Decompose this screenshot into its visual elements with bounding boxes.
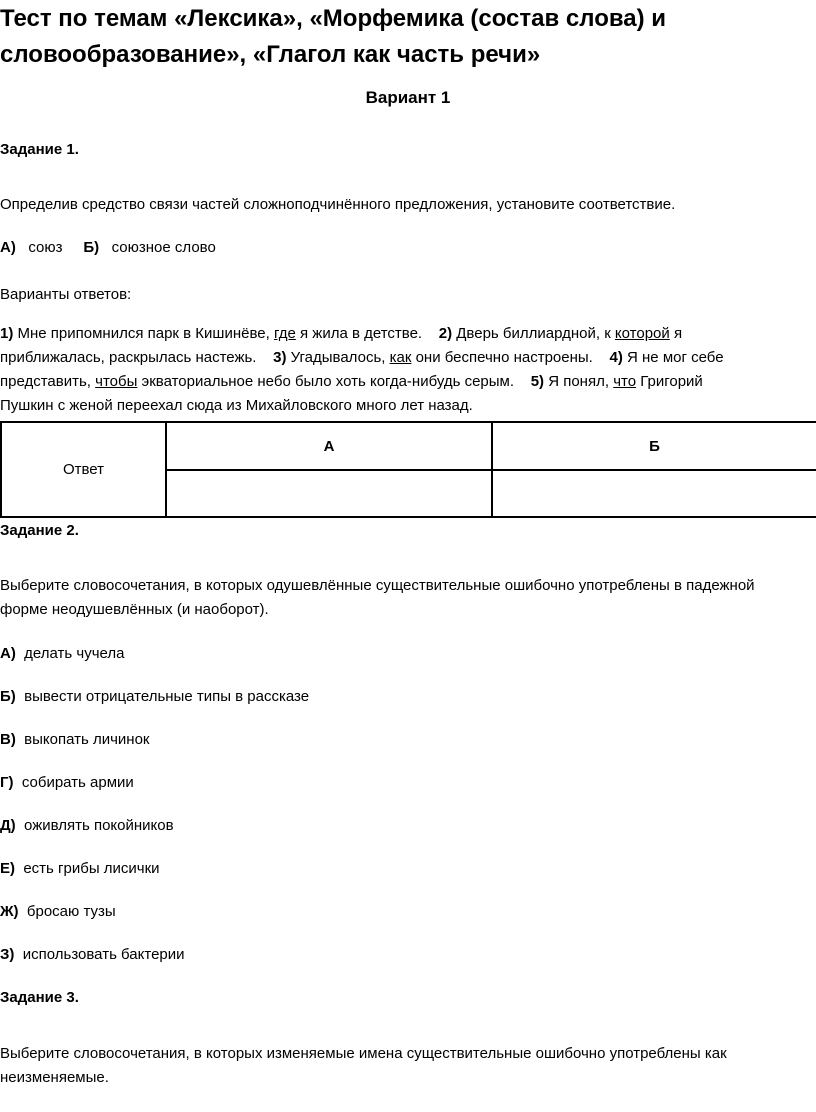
task-2-option-a xyxy=(0,642,124,666)
sentence-2-text-a: Дверь биллиардной, к xyxy=(452,325,615,342)
sentence-line-3 xyxy=(0,370,703,394)
sentence-3-text-b: они беспечно настроены. xyxy=(411,349,593,366)
sentence-5-text-a: Я понял, xyxy=(544,373,614,390)
sentence-2-text-c: приближалась, раскрылась настежь. xyxy=(0,349,257,366)
sentence-4-text-a: Я не мог себе xyxy=(622,349,724,366)
sentence-4-text-b: представить, xyxy=(0,373,96,390)
option-label: Б) xyxy=(0,688,16,705)
option-label: А) xyxy=(0,645,16,662)
task-2-instruction-line-2: форме неодушевлённых (и наоборот). xyxy=(0,601,269,618)
sentence-5-text-b: Григорий xyxy=(636,373,703,390)
task-2-option-v xyxy=(0,728,150,752)
answer-column-b: Б xyxy=(492,422,816,470)
answer-cell-b[interactable] xyxy=(492,470,816,517)
task-2-heading: Задание 2. xyxy=(0,522,79,539)
sentence-2-number: 2) xyxy=(438,325,453,342)
task-2-option-d xyxy=(0,814,174,838)
sentence-1-text-a: Мне припомнился парк в Кишинёве, xyxy=(13,325,274,342)
page-title-line-2: словообразование», «Глагол как часть речи» xyxy=(0,41,541,68)
sentence-3-underlined: как xyxy=(389,349,412,366)
sentence-4-underlined: чтобы xyxy=(95,373,138,390)
option-text: бросаю тузы xyxy=(26,903,116,920)
page-title-line-1: Тест по темам «Лексика», «Морфемика (состав слова) и xyxy=(0,5,667,32)
task-2-option-b xyxy=(0,685,309,709)
variant-heading: Вариант 1 xyxy=(365,88,451,107)
answer-variants-label: Варианты ответов: xyxy=(0,286,132,303)
option-label: З) xyxy=(0,946,15,963)
option-b-label: Б) xyxy=(83,239,100,256)
sentence-line-4 xyxy=(0,394,473,418)
answer-table xyxy=(0,421,816,518)
sentence-2-underlined: которой xyxy=(614,325,670,342)
sentence-1-underlined: где xyxy=(273,325,296,342)
task-2-option-e xyxy=(0,857,160,881)
task-2-option-zh xyxy=(0,900,116,924)
option-label: Д) xyxy=(0,817,16,834)
sentence-5-underlined: что xyxy=(613,373,637,390)
task-2-option-g xyxy=(0,771,134,795)
option-text: вывести отрицательные типы в рассказе xyxy=(24,688,310,705)
sentence-3-text-a: Угадывалось, xyxy=(286,349,390,366)
option-text: делать чучела xyxy=(24,645,125,662)
option-text: собирать армии xyxy=(21,774,134,791)
sentence-2-text-b: я xyxy=(669,325,683,342)
task-3-instruction-line-2: неизменяемые. xyxy=(0,1069,109,1086)
option-label: Г) xyxy=(0,774,14,791)
sentence-5-text-c: Пушкин с женой переехал сюда из Михайловского много лет назад. xyxy=(0,397,473,414)
answer-row-label: Ответ xyxy=(1,422,166,517)
task-2-instruction-line-1: Выберите словосочетания, в которых одушевлённые существительные ошибочно употреблены в падежной xyxy=(0,577,755,594)
option-text: есть грибы лисички xyxy=(23,860,160,877)
option-text: использовать бактерии xyxy=(22,946,185,963)
task-2-option-z xyxy=(0,943,185,967)
sentence-5-number: 5) xyxy=(530,373,545,390)
sentence-1-text-b: я жила в детстве. xyxy=(295,325,423,342)
option-a-label: А) xyxy=(0,239,16,256)
task-3-instruction-line-1: Выберите словосочетания, в которых изменяемые имена существительные ошибочно употреблены как xyxy=(0,1045,727,1062)
sentence-3-number: 3) xyxy=(273,349,287,366)
sentence-1-number: 1) xyxy=(0,325,14,342)
option-text: оживлять покойников xyxy=(24,817,174,834)
sentence-4-text-c: экваториальное небо было хоть когда-нибудь серым. xyxy=(137,373,515,390)
option-text: выкопать личинок xyxy=(24,731,150,748)
answer-column-a: А xyxy=(166,422,492,470)
option-label: Ж) xyxy=(0,903,19,920)
answer-cell-a[interactable] xyxy=(166,470,492,517)
task-3-heading: Задание 3. xyxy=(0,989,79,1006)
sentence-line-1 xyxy=(0,322,682,346)
sentence-4-number: 4) xyxy=(609,349,623,366)
option-a-text: союз xyxy=(28,239,63,256)
task-1-options xyxy=(0,236,216,260)
option-label: Е) xyxy=(0,860,15,877)
option-label: В) xyxy=(0,731,16,748)
task-1-instruction: Определив средство связи частей сложноподчинённого предложения, установите соответствие. xyxy=(0,196,676,213)
task-1-heading: Задание 1. xyxy=(0,141,79,158)
sentence-line-2 xyxy=(0,346,724,370)
option-b-text: союзное слово xyxy=(111,239,216,256)
